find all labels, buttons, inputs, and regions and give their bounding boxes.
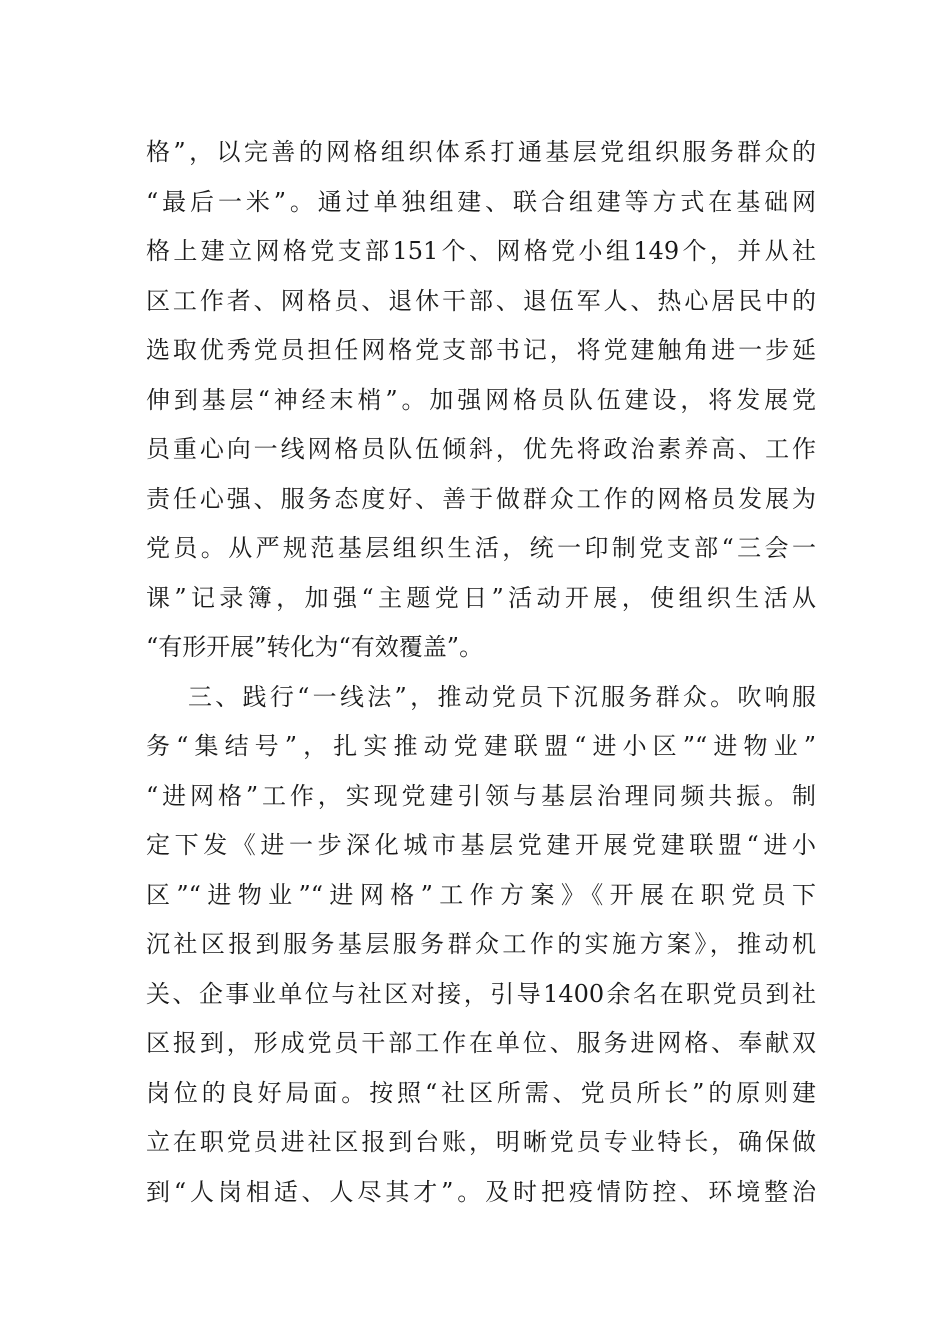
- text-line: 沉社区报到服务基层服务群众工作的实施方案》，推动机: [146, 930, 816, 958]
- paragraph-end-line: “有形开展”转化为“有效覆盖”。: [146, 633, 484, 661]
- text-line: “进网格”工作，实现党建引领与基层治理同频共振。制: [146, 781, 816, 810]
- section-heading-line: 三、践行“一线法”，推动党员下沉服务群众。吹响服: [188, 682, 816, 711]
- text-line: 区工作者、网格员、退休干部、退伍军人、热心居民中的: [146, 286, 816, 315]
- text-line: 务“集结号”，扎实推动党建联盟“进小区”“进物业”: [146, 732, 816, 760]
- text-line: 员重心向一线网格员队伍倾斜，优先将政治素养高、工作: [146, 435, 816, 463]
- body-text: [146, 128, 816, 1217]
- text-line: 到“人岗相适、人尽其才”。及时把疫情防控、环境整治: [146, 1177, 816, 1206]
- text-line: 关、企事业单位与社区对接，引导1400余名在职党员到社: [146, 979, 816, 1008]
- text-line: 区报到，形成党员干部工作在单位、服务进网格、奉献双: [146, 1029, 816, 1057]
- text-line: 立在职党员进社区报到台账，明晰党员专业特长，确保做: [146, 1128, 816, 1156]
- text-line: 定下发《进一步深化城市基层党建开展党建联盟“进小: [146, 831, 816, 859]
- text-line: 课”记录簿，加强“主题党日”活动开展，使组织生活从: [146, 583, 816, 612]
- text-line: 选取优秀党员担任网格党支部书记，将党建触角进一步延: [146, 336, 816, 364]
- text-line: 责任心强、服务态度好、善于做群众工作的网格员发展为: [146, 484, 816, 513]
- text-line: “最后一米”。通过单独组建、联合组建等方式在基础网: [146, 187, 816, 216]
- text-line: 区”“进物业”“进网格”工作方案》《开展在职党员下: [146, 880, 816, 909]
- text-line: 伸到基层“神经末梢”。加强网格员队伍建设，将发展党: [146, 385, 816, 414]
- text-line: 格上建立网格党支部151个、网格党小组149个，并从社: [146, 237, 816, 265]
- text-line: 党员。从严规范基层组织生活，统一印制党支部“三会一: [146, 534, 816, 562]
- text-line: 岗位的良好局面。按照“社区所需、党员所长”的原则建: [146, 1078, 816, 1107]
- text-line: 格”，以完善的网格组织体系打通基层党组织服务群众的: [146, 138, 816, 166]
